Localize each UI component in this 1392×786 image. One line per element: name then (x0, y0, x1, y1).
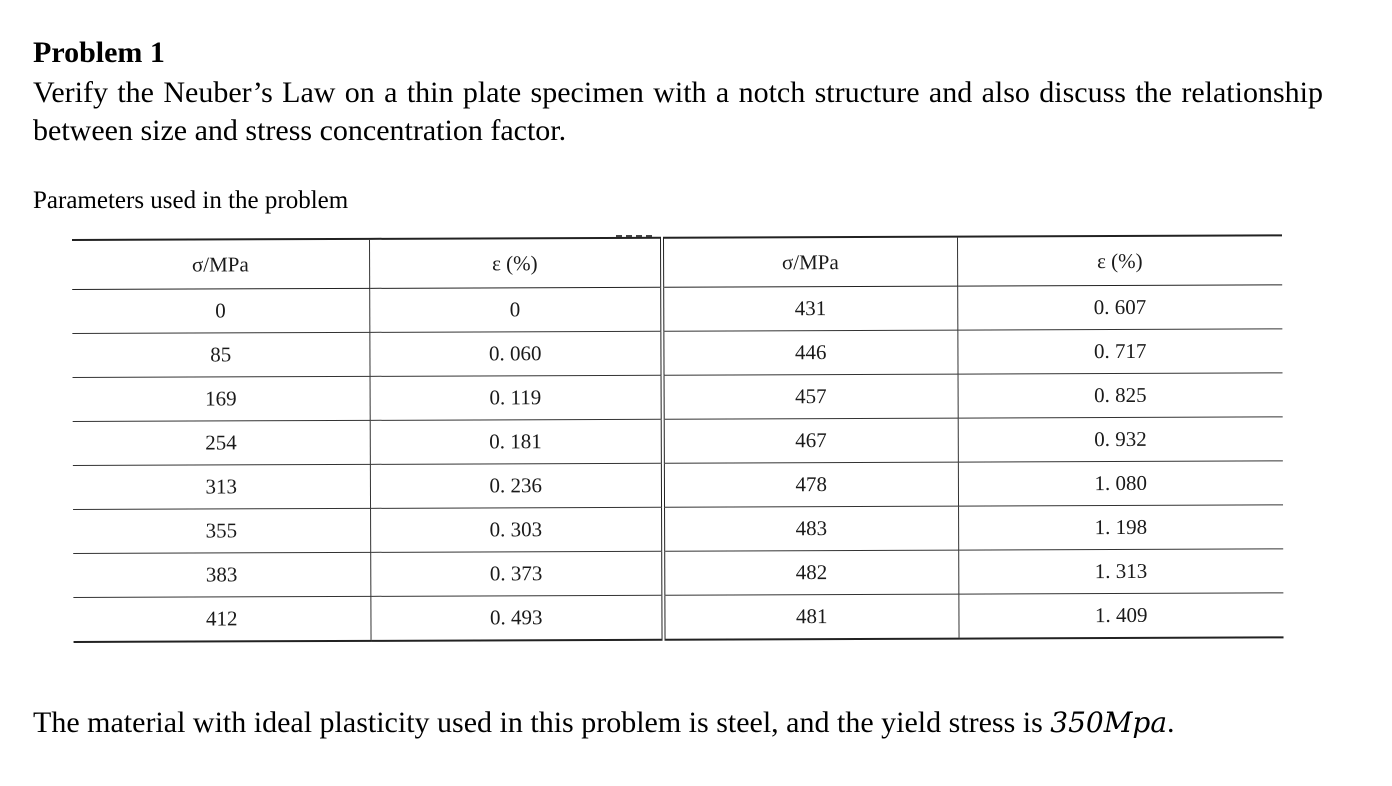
cell-strain: 0. 825 (958, 373, 1283, 418)
cell-strain: 0. 181 (370, 419, 663, 464)
cell-stress: 446 (662, 330, 957, 375)
cell-stress: 478 (663, 462, 958, 507)
header-strain-left: ε (%) (369, 238, 662, 289)
yield-stress-unit: Mpa (1103, 706, 1168, 739)
table-row (73, 549, 1283, 598)
cell-stress: 0 (72, 288, 369, 333)
table-header-row (72, 235, 1282, 289)
header-stress-right: σ/MPa (662, 237, 957, 288)
cell-strain: 0. 607 (957, 285, 1282, 330)
yield-stress-statement (33, 703, 1175, 743)
cell-stress: 467 (663, 418, 958, 463)
cell-strain: 0. 717 (957, 329, 1282, 374)
parameters-table (72, 234, 1284, 643)
header-stress-left: σ/MPa (72, 239, 369, 290)
parameters-table-wrapper (72, 234, 1284, 643)
cell-stress: 457 (663, 374, 958, 419)
cell-stress: 481 (663, 594, 958, 640)
cell-stress: 254 (73, 420, 370, 465)
cell-strain: 1. 080 (958, 461, 1283, 506)
problem-intro: Verify the Neuber’s Law on a thin plate specimen with a notch structure and also discuss the relationship between size and stress concentration factor. (33, 76, 1323, 147)
cell-strain: 1. 409 (958, 593, 1283, 639)
cell-strain: 0. 303 (370, 507, 663, 552)
cell-strain: 0. 493 (370, 595, 663, 641)
table-row (73, 461, 1283, 510)
parameters-caption: Parameters used in the problem (33, 187, 349, 214)
cell-stress: 482 (663, 550, 958, 595)
yield-stress-value: 350 (1050, 706, 1104, 739)
footer-text: The material with ideal plasticity used in this problem is steel, and the yield stress is (33, 706, 1051, 739)
cell-stress: 313 (73, 464, 370, 509)
table-row (73, 593, 1283, 642)
cell-stress: 355 (73, 508, 370, 553)
cell-strain: 1. 198 (958, 505, 1283, 550)
cell-strain: 0. 236 (370, 463, 663, 508)
cell-strain: 0. 060 (369, 331, 662, 376)
cell-strain: 0. 932 (958, 417, 1283, 462)
cell-stress: 431 (662, 286, 957, 331)
cell-stress: 412 (73, 596, 370, 642)
table-row (72, 329, 1282, 378)
cell-strain: 0 (369, 287, 662, 332)
problem-title: Problem 1 (33, 36, 165, 69)
footer-period: . (1167, 706, 1175, 739)
cell-stress: 85 (72, 332, 369, 377)
table-row (72, 285, 1282, 334)
header-strain-right: ε (%) (957, 235, 1282, 286)
cell-stress: 483 (663, 506, 958, 551)
table-row (73, 417, 1283, 466)
cell-strain: 1. 313 (958, 549, 1283, 594)
cell-strain: 0. 373 (370, 551, 663, 596)
table-row (73, 505, 1283, 554)
cell-stress: 383 (73, 552, 370, 597)
cell-stress: 169 (73, 376, 370, 421)
table-row (73, 373, 1283, 422)
cell-strain: 0. 119 (370, 375, 663, 420)
